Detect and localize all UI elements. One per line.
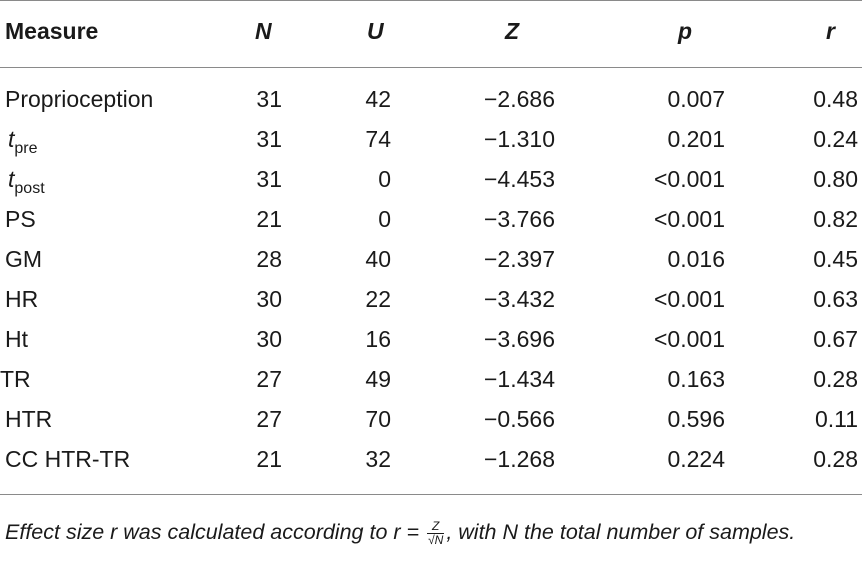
cell-p: 0.163 [667, 366, 725, 392]
table-row [0, 126, 862, 166]
cell-r: 0.24 [813, 126, 858, 152]
table-row [0, 86, 862, 126]
cell-p: <0.001 [654, 326, 725, 352]
cell-measure [8, 126, 38, 157]
measure-subscript: post [14, 180, 45, 197]
cell-r: 0.82 [813, 206, 858, 232]
cell-p: 0.016 [667, 246, 725, 272]
cell-p: 0.201 [667, 126, 725, 152]
cell-z: −1.434 [484, 366, 555, 392]
cell-n: 31 [256, 126, 282, 152]
cell-u: 0 [378, 206, 391, 232]
top-rule [0, 0, 862, 1]
cell-n: 30 [256, 286, 282, 312]
fraction-numerator: Z [427, 520, 444, 534]
table-row [0, 246, 862, 286]
table-row [0, 446, 862, 486]
cell-u: 70 [365, 406, 391, 432]
fraction-denominator: √N [428, 532, 444, 547]
cell-z: −1.310 [484, 126, 555, 152]
cell-p: 0.224 [667, 446, 725, 472]
cell-r: 0.11 [814, 406, 858, 432]
cell-measure [0, 366, 31, 393]
table-row [0, 206, 862, 246]
measure-label: PS [5, 206, 36, 232]
cell-measure [5, 406, 52, 433]
cell-z: −1.268 [484, 446, 555, 472]
measure-label: HR [5, 286, 39, 312]
header-z: Z [505, 18, 520, 44]
table-row [0, 286, 862, 326]
cell-r: 0.63 [813, 286, 858, 312]
cell-n: 27 [256, 366, 282, 392]
cell-p: <0.001 [654, 166, 725, 192]
measure-label: Proprioception [5, 86, 154, 112]
header-p: p [678, 18, 693, 44]
cell-u: 49 [365, 366, 391, 392]
cell-measure [5, 86, 153, 113]
cell-n: 31 [256, 166, 282, 192]
cell-measure [5, 326, 28, 353]
cell-z: −0.566 [484, 406, 555, 432]
measure-label: t [8, 166, 15, 192]
cell-z: −4.453 [484, 166, 555, 192]
cell-z: −3.696 [484, 326, 555, 352]
cell-n: 31 [256, 86, 282, 112]
cell-z: −2.397 [484, 246, 555, 272]
cell-r: 0.48 [813, 86, 858, 112]
footnote-text-1: Effect size r was calculated according to r = [5, 520, 420, 544]
measure-label: CC HTR-TR [5, 446, 131, 472]
cell-u: 32 [365, 446, 391, 472]
cell-measure [5, 246, 42, 273]
cell-r: 0.67 [813, 326, 858, 352]
cell-u: 0 [378, 166, 391, 192]
measure-subscript: pre [14, 140, 38, 157]
cell-p: <0.001 [654, 206, 725, 232]
table-row [0, 326, 862, 366]
cell-z: −2.686 [484, 86, 555, 112]
cell-z: −3.432 [484, 286, 555, 312]
header-n: N [255, 18, 272, 44]
measure-label: GM [5, 246, 43, 272]
cell-n: 28 [256, 246, 282, 272]
measure-label: TR [0, 366, 31, 392]
cell-u: 74 [365, 126, 391, 152]
cell-n: 27 [256, 406, 282, 432]
cell-measure [5, 286, 38, 313]
cell-measure [5, 206, 36, 233]
footnote-text-2: , with N the total number of samples. [446, 520, 796, 544]
cell-n: 30 [256, 326, 282, 352]
cell-p: 0.007 [667, 86, 725, 112]
cell-z: −3.766 [484, 206, 555, 232]
cell-measure [8, 166, 45, 197]
cell-u: 42 [365, 86, 391, 112]
cell-u: 16 [365, 326, 391, 352]
bottom-rule [0, 494, 862, 495]
measure-label: t [8, 126, 15, 152]
header-measure: Measure [5, 18, 99, 44]
cell-n: 21 [256, 206, 282, 232]
cell-u: 22 [365, 286, 391, 312]
cell-u: 40 [365, 246, 391, 272]
measure-label: Ht [5, 326, 28, 352]
header-u: U [367, 18, 384, 44]
table-row [0, 406, 862, 446]
measure-label: HTR [5, 406, 53, 432]
header-r: r [826, 18, 835, 44]
cell-p: 0.596 [667, 406, 725, 432]
cell-r: 0.28 [813, 446, 858, 472]
cell-measure [5, 446, 130, 473]
cell-r: 0.80 [813, 166, 858, 192]
table-row [0, 366, 862, 406]
fraction [427, 520, 444, 547]
cell-n: 21 [256, 446, 282, 472]
cell-r: 0.28 [813, 366, 858, 392]
table-footnote [5, 514, 857, 551]
cell-p: <0.001 [654, 286, 725, 312]
header-rule [0, 67, 862, 68]
table-row [0, 166, 862, 206]
cell-r: 0.45 [813, 246, 858, 272]
